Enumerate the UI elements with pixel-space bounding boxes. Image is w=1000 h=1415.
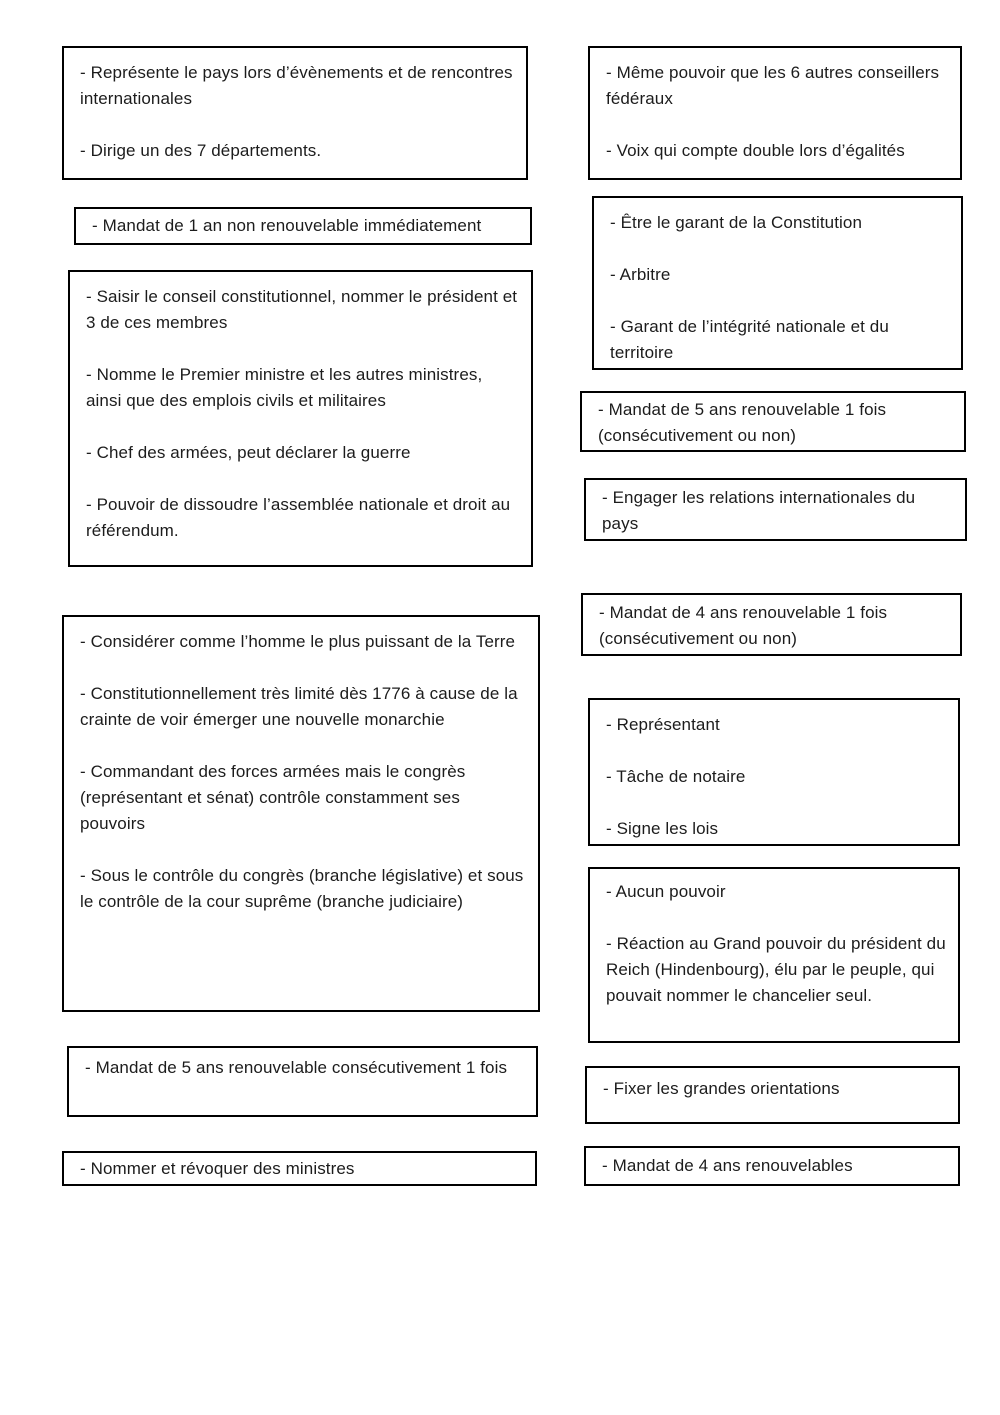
bullet-paragraph: - Arbitre xyxy=(610,265,671,284)
box-mandat-5-ans-consecutivement xyxy=(67,1046,538,1117)
bullet-paragraph: - Commandant des forces armées mais le congrès (représentant et sénat) contrôle constamment ses pouvoirs xyxy=(80,762,466,833)
bullet-paragraph: - Nomme le Premier ministre et les autres ministres, ainsi que des emplois civils et militaires xyxy=(86,365,483,410)
bullet-paragraph: - Chef des armées, peut déclarer la guerre xyxy=(86,443,411,462)
bullet-paragraph: - Mandat de 5 ans renouvelable 1 fois (consécutivement ou non) xyxy=(598,400,887,445)
box-saisir-conseil-constitutionnel xyxy=(68,270,533,567)
bullet-paragraph: - Même pouvoir que les 6 autres conseillers fédéraux xyxy=(606,63,940,108)
bullet-paragraph: - Sous le contrôle du congrès (branche législative) et sous le contrôle de la cour suprême (branche judiciaire) xyxy=(80,866,524,911)
box-mandat-4-ans-renouvelables xyxy=(584,1146,960,1186)
bullet-paragraph: - Voix qui compte double lors d’égalités xyxy=(606,141,905,160)
box-engager-relations-internationales xyxy=(584,478,967,541)
bullet-paragraph: - Représente le pays lors d’évènements et de rencontres internationales xyxy=(80,63,513,108)
bullet-paragraph: - Fixer les grandes orientations xyxy=(603,1079,840,1098)
bullet-paragraph: - Pouvoir de dissoudre l’assemblée nationale et droit au référendum. xyxy=(86,495,511,540)
bullet-paragraph: - Aucun pouvoir xyxy=(606,882,726,901)
box-homme-le-plus-puissant xyxy=(62,615,540,1012)
box-garant-constitution xyxy=(592,196,963,370)
box-represente-pays xyxy=(62,46,528,180)
box-representant-notaire xyxy=(588,698,960,846)
box-mandat-1-an xyxy=(74,207,532,245)
bullet-paragraph: - Engager les relations internationales du pays xyxy=(602,488,916,533)
bullet-paragraph: - Être le garant de la Constitution xyxy=(610,213,863,232)
bullet-paragraph: - Signe les lois xyxy=(606,819,719,838)
bullet-paragraph: - Mandat de 4 ans renouvelable 1 fois (consécutivement ou non) xyxy=(599,603,888,648)
box-meme-pouvoir-conseillers xyxy=(588,46,962,180)
bullet-paragraph: - Considérer comme l’homme le plus puissant de la Terre xyxy=(80,632,516,651)
box-fixer-grandes-orientations xyxy=(585,1066,960,1124)
bullet-paragraph: - Garant de l’intégrité nationale et du territoire xyxy=(610,317,889,362)
bullet-paragraph: - Dirige un des 7 départements. xyxy=(80,141,322,160)
bullet-paragraph: - Constitutionnellement très limité dès 1776 à cause de la crainte de voir émerger une nouvelle monarchie xyxy=(80,684,518,729)
bullet-paragraph: - Mandat de 1 an non renouvelable immédiatement xyxy=(92,216,482,235)
box-mandat-4-ans-1-fois xyxy=(581,593,962,656)
bullet-paragraph: - Saisir le conseil constitutionnel, nommer le président et 3 de ces membres xyxy=(86,287,518,332)
box-nommer-revoquer-ministres xyxy=(62,1151,537,1186)
bullet-paragraph: - Mandat de 4 ans renouvelables xyxy=(602,1156,853,1175)
box-aucun-pouvoir xyxy=(588,867,960,1043)
bullet-paragraph: - Mandat de 5 ans renouvelable consécutivement 1 fois xyxy=(85,1058,508,1077)
bullet-paragraph: - Tâche de notaire xyxy=(606,767,746,786)
bullet-paragraph: - Nommer et révoquer des ministres xyxy=(80,1159,355,1178)
bullet-paragraph: - Représentant xyxy=(606,715,720,734)
box-mandat-5-ans-1-fois xyxy=(580,391,966,452)
bullet-paragraph: - Réaction au Grand pouvoir du président du Reich (Hindenbourg), élu par le peuple, qui pouvait nommer le chancelier seul. xyxy=(606,934,946,1005)
